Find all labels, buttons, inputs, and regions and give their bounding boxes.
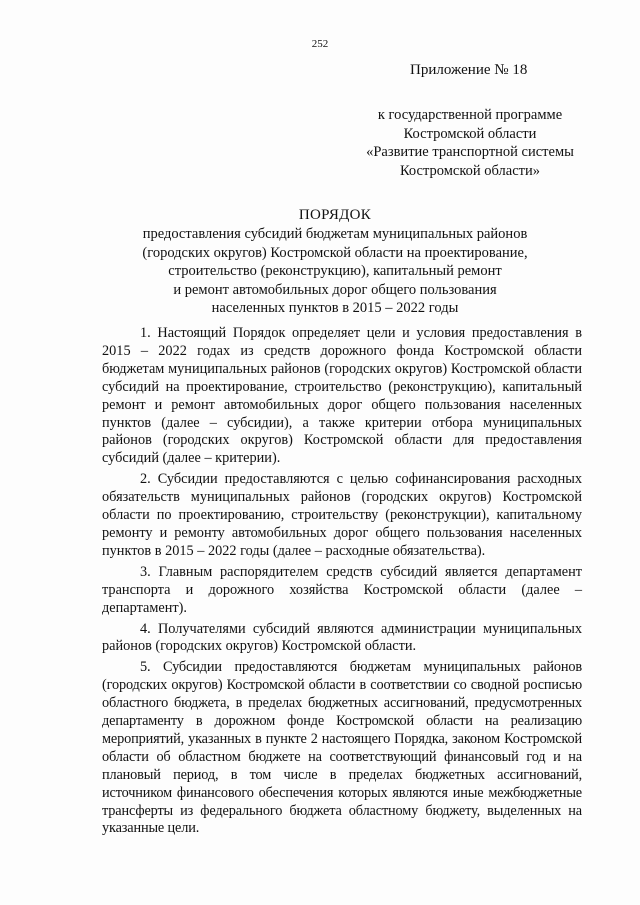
title-line: предоставления субсидий бюджетам муниципальных районов	[142, 226, 528, 243]
title-line: (городских округов) Костромской области на проектирование,	[142, 244, 528, 261]
title-line: строительство (реконструкцию), капитальный ремонт	[168, 263, 502, 280]
paragraph-1: 1. Настоящий Порядок определяет цели и условия предоставления в 2015 – 2022 годах из средств дорожного фонда Костромской области бюджетам муниципальных районов (городских округов) Костромской области субсидий на проектирование, строительство (реконструкцию), капитальный ремонт и ремонт автомобильных дорог общего пользования населенных пунктов (далее – субсидии), а также критерии отбора муниципальных районов (городских округов) Костромской области для предоставления субсидий (далее – критерии).	[102, 325, 582, 467]
paragraph-2: 2. Субсидии предоставляются с целью софинансирования расходных обязательств муниципальных районов (городских округов) Костромской области по проектированию, строительству (реконструкции), капитальному ремонту и ремонту автомобильных дорог общего пользования населенных пунктов в 2015 – 2022 годы (далее – расходные обязательства).	[102, 471, 582, 559]
title-line: населенных пунктов в 2015 – 2022 годы	[211, 300, 459, 317]
program-line: Костромской области»	[399, 162, 540, 179]
program-line: Костромской области	[403, 125, 537, 142]
program-line: к государственной программе	[377, 107, 563, 123]
appendix-label: Приложение № 18	[410, 62, 528, 78]
program-line: «Развитие транспортной системы	[366, 144, 574, 160]
paragraph-4: 4. Получателями субсидий являются администрации муниципальных районов (городских округов) Костромской области.	[102, 620, 582, 655]
paragraph-5: 5. Субсидии предоставляются бюджетам муниципальных районов (городских округов) Костромской области в соответствии со сводной росписью областного бюджета, в пределах бюджетных ассигнований, предусмотренных департаменту в дорожном фонде Костромской области на реализацию мероприятий, указанных в пункте 2 настоящего Порядка, законом Костромской области об областном бюджете на соответствующий финансовый год и на плановый период, в том числе в пределах бюджетных ассигнований, источником финансового обеспечения которых являются иные межбюджетные трансферты из федерального бюджета областному бюджету, выделенных на указанные цели.	[102, 659, 582, 837]
document-title: ПОРЯДОК	[298, 207, 372, 223]
document-body	[102, 325, 582, 841]
paragraph-3: 3. Главным распорядителем средств субсидий является департамент транспорта и дорожного хозяйства Костромской области (далее – департамент).	[102, 563, 582, 616]
page-number: 252	[311, 38, 329, 50]
title-line: и ремонт автомобильных дорог общего пользования	[173, 281, 497, 298]
program-reference	[355, 106, 585, 180]
document-title-block	[100, 206, 570, 317]
